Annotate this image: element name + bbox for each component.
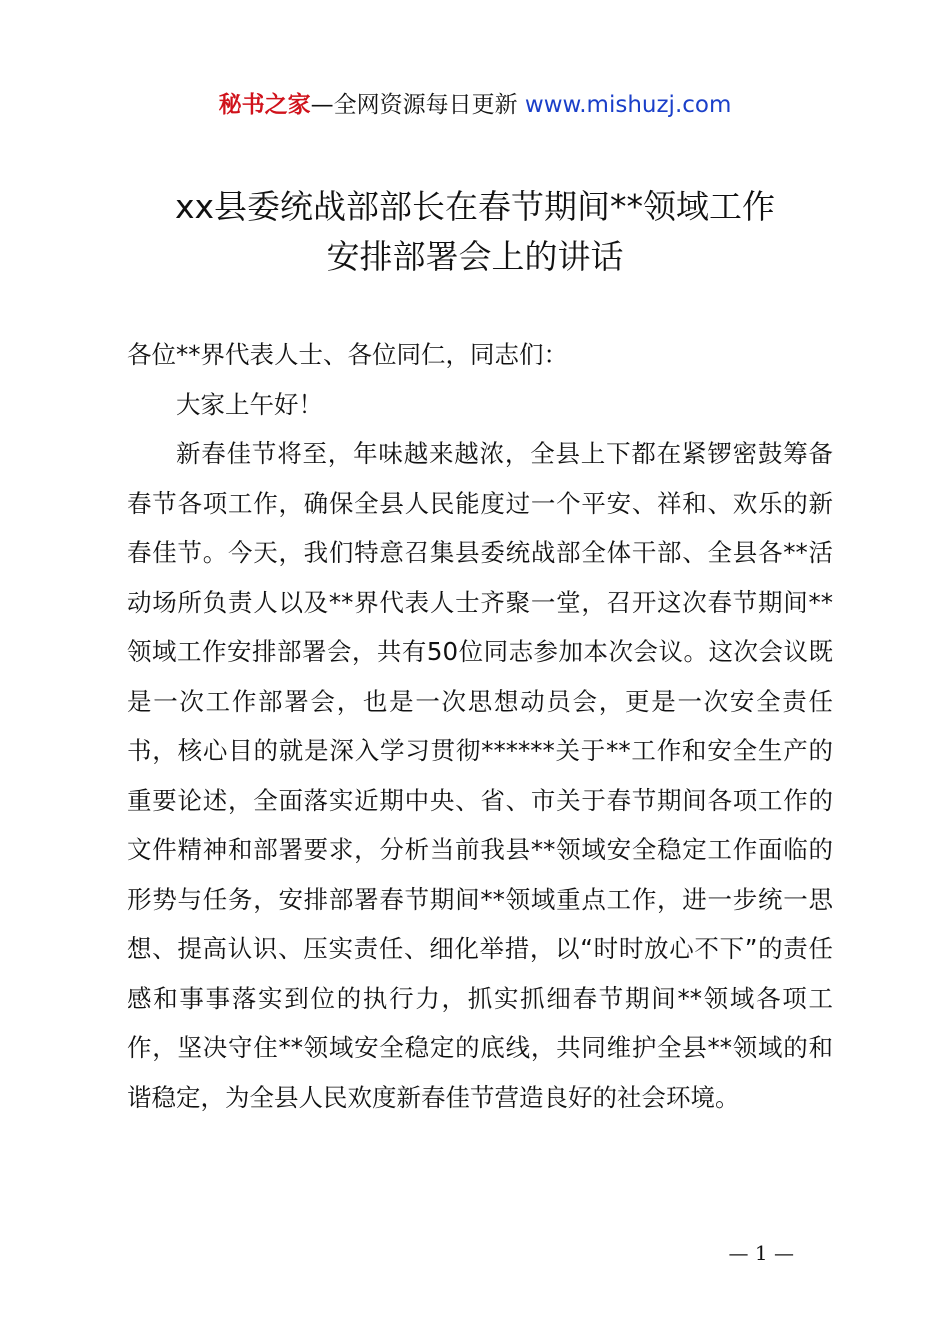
document-title bbox=[0, 182, 950, 282]
site-url-link[interactable]: www.mishuzj.com bbox=[524, 92, 732, 118]
greeting-paragraph: 大家上午好！ bbox=[176, 389, 323, 419]
header-tagline: —全网资源每日更新 bbox=[310, 92, 518, 118]
title-line-2: 安排部署会上的讲话 bbox=[326, 237, 624, 276]
body-paragraph: 新春佳节将至，年味越来越浓，全县上下都在紧锣密鼓筹备春节各项工作，确保全县人民能度过一个平安、祥和、欢乐的新春佳节。今天，我们特意召集县委统战部全体干部、全县各**活动场所负责人以及**界代表人士齐聚一堂，召开这次春节期间**领域工作安排部署会，共有50位同志参加本次会议。这次会议既是一次工作部署会，也是一次思想动员会，更是一次安全责任书，核心目的就是深入学习贯彻******关于**工作和安全生产的重要论述，全面落实近期中央、省、市关于春节期间各项工作的文件精神和部署要求，分析当前我县**领域安全稳定工作面临的形势与任务，安排部署春节期间**领域重点工作，进一步统一思想、提高认识、压实责任、细化举措，以“时时放心不下”的责任感和事事落实到位的执行力，抓实抓细春节期间**领域各项工作，坚决守住**领域安全稳定的底线，共同维护全县**领域的和谐稳定，为全县人民欢度新春佳节营造良好的社会环境。 bbox=[127, 439, 833, 1112]
title-line-1: xx县委统战部部长在春节期间**领域工作 bbox=[174, 187, 776, 226]
page-number: — 1 — bbox=[728, 1241, 794, 1265]
document-body bbox=[127, 330, 833, 1122]
salutation: 各位**界代表人士、各位同仁，同志们： bbox=[127, 340, 568, 369]
site-header bbox=[0, 90, 950, 120]
brand-name: 秘书之家 bbox=[218, 92, 311, 118]
